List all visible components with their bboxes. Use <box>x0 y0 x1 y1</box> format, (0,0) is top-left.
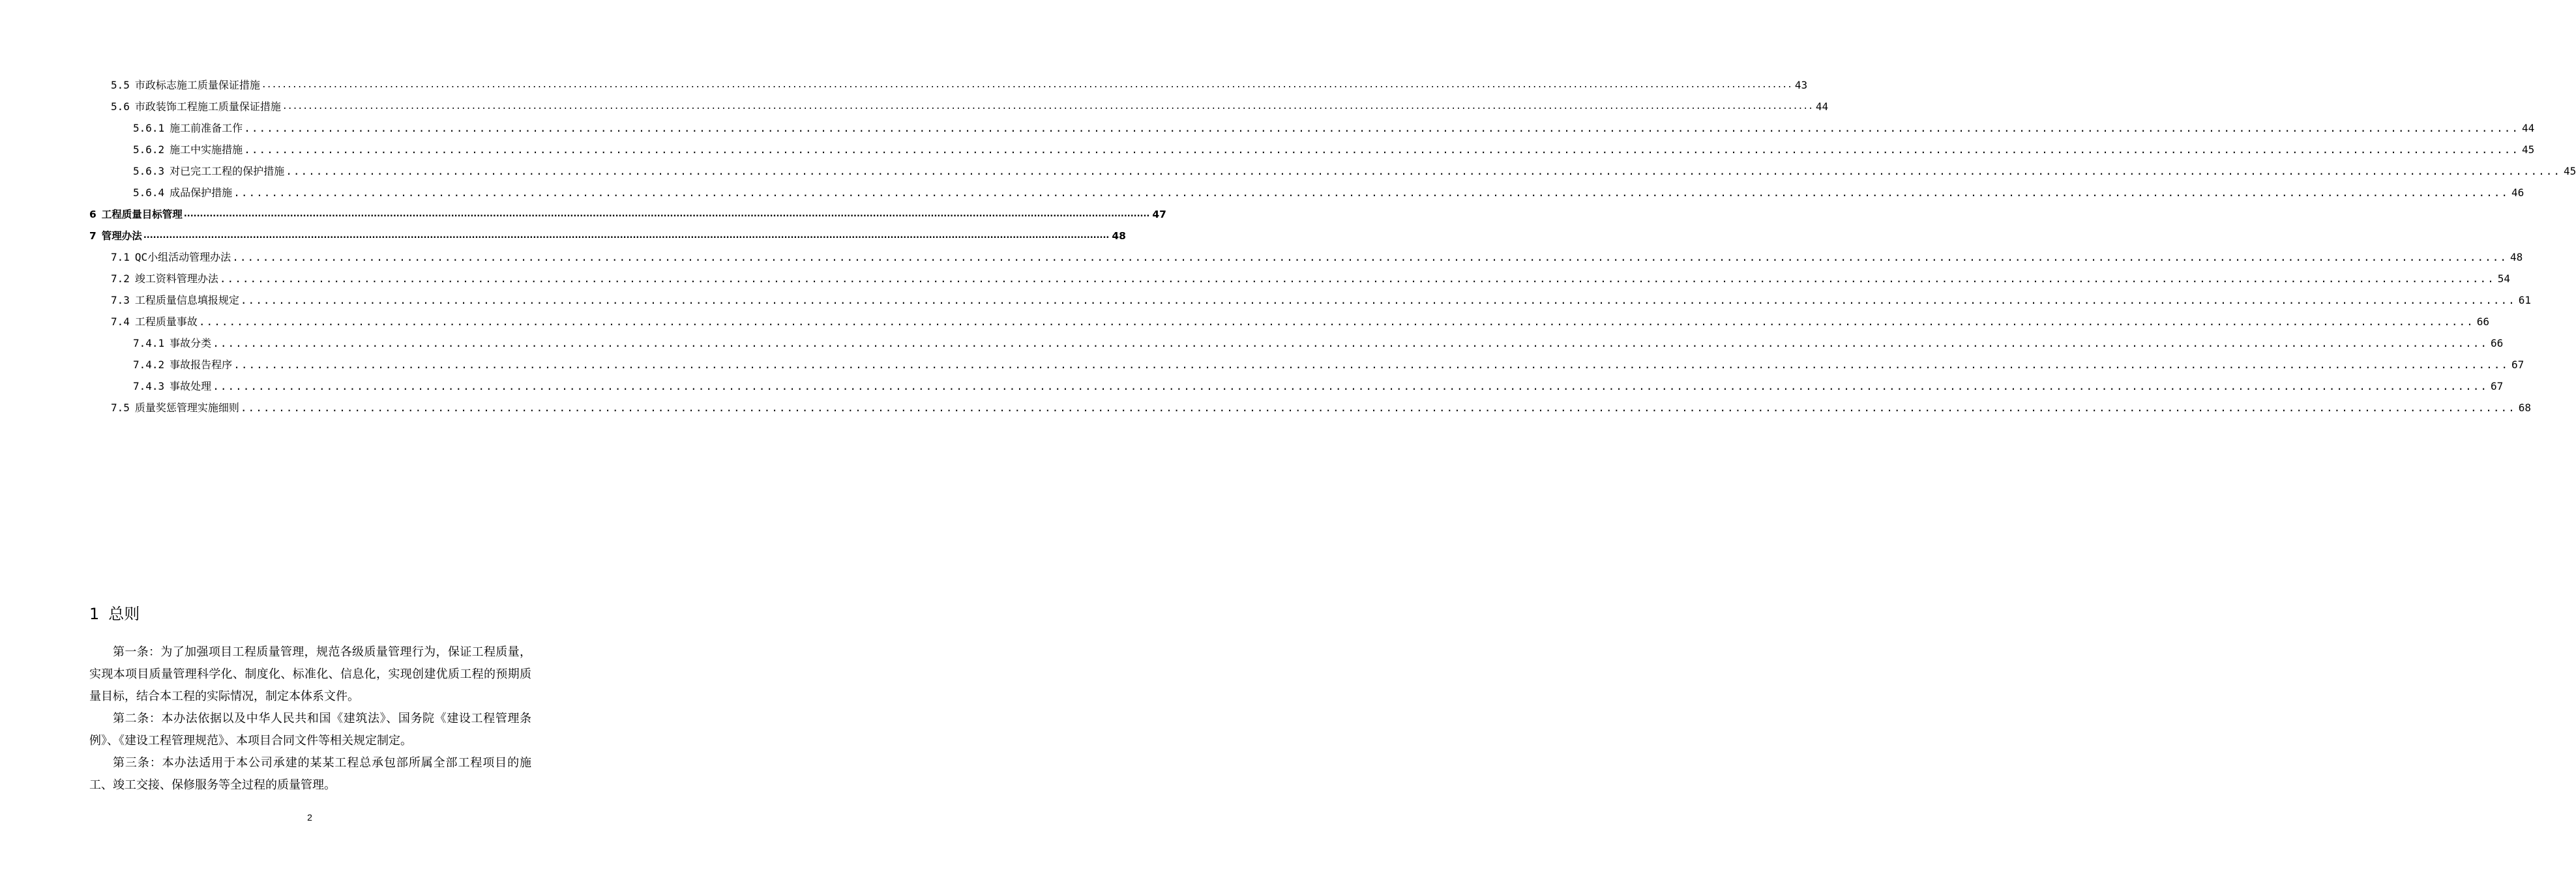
toc-entry-title: 市政装饰工程施工质量保证措施 <box>134 100 281 113</box>
toc-entry-title: 对已完工工程的保护措施 <box>170 165 285 177</box>
toc-entry-page: 44 <box>1815 100 1829 113</box>
toc-entry-title: 管理办法 <box>101 230 142 242</box>
toc-dot-leader: ............................................................................................................................................................................................................................................................................................................ <box>240 402 2516 414</box>
toc-dot-leader: ............................................................................................................................................................................................................................................................................................................ <box>233 358 2509 371</box>
toc-dot-leader: ............................................................................................................................................................................................................................................................................................................ <box>233 186 2509 199</box>
toc-entry-number: 7.4.2 <box>133 358 165 371</box>
toc-entry-page: 48 <box>2510 251 2523 263</box>
toc-dot-leader: ............................................................................................................................................................................................................................................................................................................ <box>219 272 2495 285</box>
toc-dot-leader: ............................................................................................................................................................................................................................................................................................................ <box>286 165 2562 177</box>
toc-entry[interactable] <box>133 135 2535 156</box>
toc-entry-title: 工程质量目标管理 <box>101 209 183 220</box>
toc-dot-leader: ............................................................................................................................................................................................................................................................................................................ <box>213 337 2489 349</box>
toc-entry-title: 事故报告程序 <box>170 358 233 371</box>
toc-entry[interactable] <box>133 350 2524 372</box>
body-text <box>89 641 531 796</box>
toc-entry-number: 7.3 <box>111 294 130 306</box>
toc-entry-number: 7 <box>89 230 96 242</box>
toc-entry[interactable] <box>111 285 2532 307</box>
toc-dot-leader: ............................................................................................................................................................................................................................................................................................................ <box>261 80 1792 90</box>
toc-dot-leader: ............................................................................................................................................................................................................................................................................................................ <box>198 315 2474 328</box>
toc-dot-leader: ............................................................................................................................................................................................................................................................................................................ <box>143 231 1110 241</box>
toc-entry-title: 工程质量事故 <box>134 315 198 328</box>
toc-dot-leader: ............................................................................................................................................................................................................................................................................................................ <box>232 251 2508 263</box>
toc-entry-page: 68 <box>2518 402 2532 414</box>
toc-entry-page: 48 <box>1112 230 1126 242</box>
section-title: 总则 <box>108 605 140 623</box>
toc-entry[interactable] <box>111 307 2490 328</box>
page-number: 2 <box>307 812 312 823</box>
toc-entry-number: 7.4 <box>111 315 130 328</box>
toc-entry-page: 67 <box>2491 380 2504 392</box>
toc-entry-title: 施工前准备工作 <box>170 122 243 134</box>
toc-entry-title: 施工中实施措施 <box>170 143 243 156</box>
toc-dot-leader: ............................................................................................................................................................................................................................................................................................................ <box>183 209 1150 219</box>
toc-entry[interactable] <box>111 393 2532 415</box>
toc-entry-title: 事故分类 <box>170 337 212 349</box>
toc-entry-number: 6 <box>89 209 96 220</box>
toc-entry[interactable] <box>89 221 1126 242</box>
toc-entry-number: 7.4.3 <box>133 380 165 392</box>
toc-entry-number: 5.6.2 <box>133 143 165 156</box>
toc-dot-leader: ............................................................................................................................................................................................................................................................................................................ <box>282 102 1813 111</box>
toc-entry[interactable] <box>111 264 2511 285</box>
toc-entry-page: 45 <box>2522 143 2535 156</box>
toc-entry[interactable] <box>133 178 2524 199</box>
paragraph-article-1: 第一条：为了加强项目工程质量管理，规范各级质量管理行为，保证工程质量，实现本项目质量管理科学化、制度化、标准化、信息化，实现创建优质工程的预期质量目标，结合本工程的实际情况，制定本体系文件。 <box>89 645 531 703</box>
toc-entry-page: 66 <box>2476 315 2490 328</box>
toc-entry-number: 7.2 <box>111 272 130 285</box>
toc-entry-page: 44 <box>2522 122 2535 134</box>
toc-entry[interactable] <box>133 328 2504 350</box>
toc-entry[interactable] <box>133 372 2504 393</box>
toc-entry[interactable] <box>89 199 1166 221</box>
section-number: 1 <box>89 605 100 623</box>
toc-entry[interactable] <box>111 92 1829 113</box>
toc-dot-leader: ............................................................................................................................................................................................................................................................................................................ <box>244 143 2520 156</box>
toc-entry-number: 7.1 <box>111 251 130 263</box>
toc-entry-page: 45 <box>2564 165 2576 177</box>
toc-entry-title: QC小组活动管理办法 <box>134 251 231 263</box>
toc-dot-leader: ............................................................................................................................................................................................................................................................................................................ <box>213 380 2489 392</box>
toc-entry-page: 67 <box>2511 358 2524 371</box>
toc-entry-number: 7.4.1 <box>133 337 165 349</box>
toc-entry[interactable] <box>133 113 2535 135</box>
toc-dot-leader: ............................................................................................................................................................................................................................................................................................................ <box>240 294 2516 306</box>
section-heading <box>89 604 140 624</box>
toc-entry-title: 成品保护措施 <box>170 186 233 199</box>
toc-entry-number: 5.6.3 <box>133 165 165 177</box>
toc-entry-page: 61 <box>2518 294 2532 306</box>
toc-entry-title: 质量奖惩管理实施细则 <box>134 402 239 414</box>
toc-entry-page: 43 <box>1794 79 1808 91</box>
toc-entry[interactable] <box>133 156 2576 178</box>
toc-entry-number: 5.6 <box>111 100 130 113</box>
toc-entry-title: 工程质量信息填报规定 <box>134 294 239 306</box>
toc-entry[interactable] <box>111 242 2523 264</box>
toc-entry-page: 54 <box>2497 272 2511 285</box>
toc-entry-title: 事故处理 <box>170 380 212 392</box>
toc-entry-title: 市政标志施工质量保证措施 <box>134 79 260 91</box>
paragraph-article-3: 第三条：本办法适用于本公司承建的某某工程总承包部所属全部工程项目的施工、竣工交接、保修服务等全过程的质量管理。 <box>89 756 531 792</box>
toc-entry-page: 47 <box>1152 209 1166 220</box>
paragraph-article-2: 第二条：本办法依据以及中华人民共和国《建筑法》、国务院《建设工程管理条例》、《建设工程管理规范》、本项目合同文件等相关规定制定。 <box>89 712 531 748</box>
toc-entry-page: 46 <box>2511 186 2524 199</box>
toc-entry-number: 7.5 <box>111 402 130 414</box>
toc-entry-number: 5.5 <box>111 79 130 91</box>
toc-dot-leader: ............................................................................................................................................................................................................................................................................................................ <box>244 122 2520 134</box>
toc-entry-title: 竣工资料管理办法 <box>134 272 218 285</box>
toc-entry-number: 5.6.1 <box>133 122 165 134</box>
toc-entry[interactable] <box>111 70 1808 92</box>
toc-entry-number: 5.6.4 <box>133 186 165 199</box>
toc-entry-page: 66 <box>2491 337 2504 349</box>
